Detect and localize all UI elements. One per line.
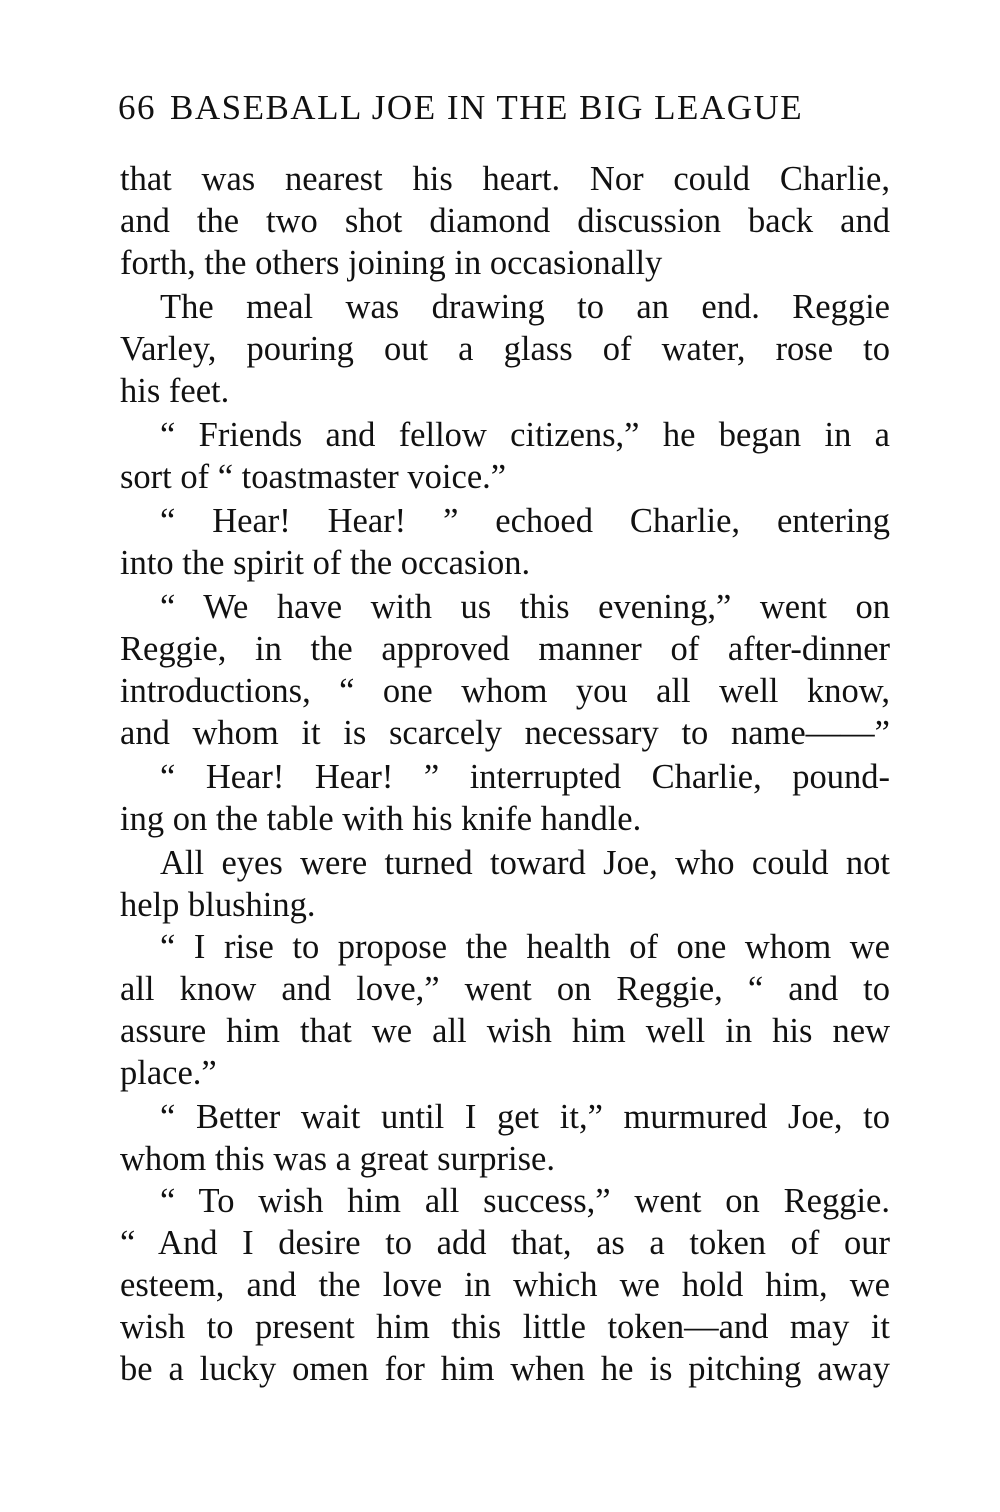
text-line: forth, the others joining in occasionally — [120, 244, 663, 282]
text-line: and whom it is scarcely necessary to name——” — [120, 714, 890, 752]
text-line: ing on the table with his knife handle. — [120, 800, 642, 838]
page-number: 66 — [118, 88, 156, 127]
text-line: esteem, and the love in which we hold him, we — [120, 1266, 890, 1304]
text-line: place.” — [120, 1054, 217, 1092]
text-line: help blushing. — [120, 886, 316, 924]
text-line: introductions, “ one whom you all well know, — [120, 672, 890, 710]
text-line: be a lucky omen for him when he is pitching away — [120, 1350, 890, 1388]
text-line: wish to present him this little token—and may it — [120, 1308, 890, 1346]
text-line: and the two shot diamond discussion back and — [120, 202, 890, 240]
text-line: “ I rise to propose the health of one whom we — [160, 928, 890, 966]
text-line: Reggie, in the approved manner of after-dinner — [120, 630, 890, 668]
text-line: whom this was a great surprise. — [120, 1140, 555, 1178]
text-line: into the spirit of the occasion. — [120, 544, 531, 582]
text-line: Varley, pouring out a glass of water, rose to — [120, 330, 890, 368]
text-line: “ We have with us this evening,” went on — [160, 588, 890, 626]
text-line: his feet. — [120, 372, 230, 410]
text-line: assure him that we all wish him well in his new — [120, 1012, 890, 1050]
text-line: All eyes were turned toward Joe, who could not — [160, 844, 890, 882]
text-line: “ Hear! Hear! ” interrupted Charlie, pound- — [160, 758, 890, 796]
text-line: “ And I desire to add that, as a token of our — [120, 1224, 890, 1262]
text-line: The meal was drawing to an end. Reggie — [160, 288, 890, 326]
running-title: BASEBALL JOE IN THE BIG LEAGUE — [170, 88, 804, 127]
text-line: “ Friends and fellow citizens,” he began in a — [160, 416, 890, 454]
text-line: that was nearest his heart. Nor could Charlie, — [120, 160, 890, 198]
text-line: “ To wish him all success,” went on Reggie. — [160, 1182, 890, 1220]
text-line: “ Hear! Hear! ” echoed Charlie, entering — [160, 502, 890, 540]
text-line: sort of “ toastmaster voice.” — [120, 458, 507, 496]
text-line: “ Better wait until I get it,” murmured Joe, to — [160, 1098, 890, 1136]
running-header — [118, 86, 888, 130]
text-line: all know and love,” went on Reggie, “ and to — [120, 970, 890, 1008]
